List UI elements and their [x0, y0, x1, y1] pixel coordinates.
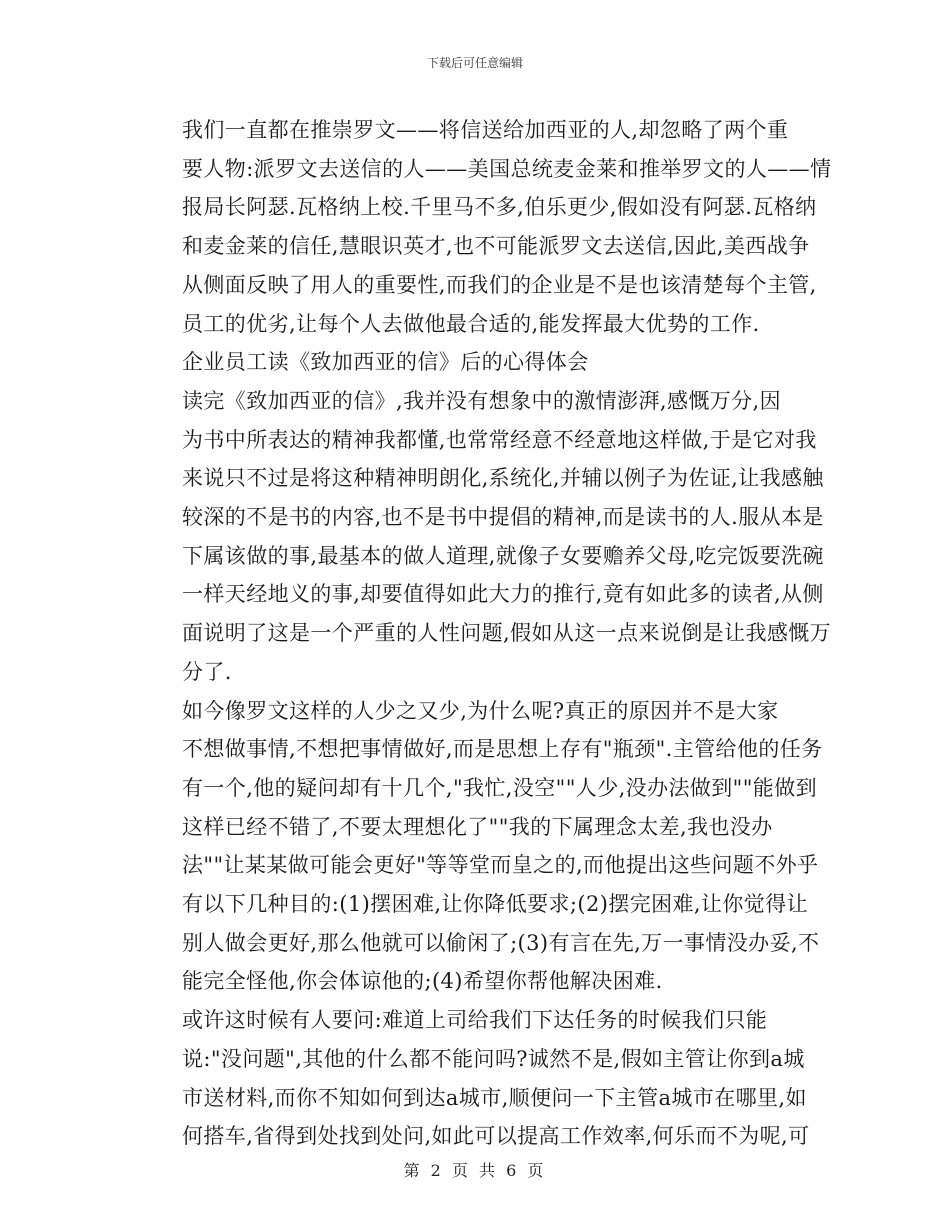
text-line: 我们一直都在推崇罗文——将信送给加西亚的人,却忽略了两个重 — [182, 118, 789, 142]
text-line: 和麦金莱的信任,慧眼识英才,也不可能派罗文去送信,因此,美西战争 — [182, 234, 810, 259]
text-line: 市送材料,而你不知如何到达a城市,顺便问一下主管a城市在哪里,如 — [182, 1085, 807, 1110]
text-line: 法""让某某做可能会更好"等等堂而皇之的,而他提出这些问题不外乎 — [182, 853, 819, 878]
text-line: 分了. — [182, 659, 232, 684]
paragraph-2 — [140, 382, 832, 692]
paragraph-4 — [140, 1001, 810, 1156]
text-line: 如今像罗文这样的人少之又少,为什么呢?真正的原因并不是大家 — [182, 698, 779, 723]
text-line: 下属该做的事,最基本的做人道理,就像子女要赡养父母,吃完饭要洗碗 — [182, 543, 824, 568]
text-line: 为书中所表达的精神我都懂,也常常经意不经意地这样做,于是它对我 — [182, 427, 817, 452]
text-line: 别人做会更好,那么他就可以偷闲了;(3)有言在先,万一事情没办妥,不 — [182, 930, 820, 955]
text-line: 报局长阿瑟.瓦格纳上校.千里马不多,伯乐更少,假如没有阿瑟.瓦格纳 — [182, 195, 817, 220]
text-line: 有以下几种目的:(1)摆困难,让你降低要求;(2)摆完困难,让你觉得让 — [182, 892, 808, 917]
section-title — [140, 343, 805, 382]
paragraph-1 — [140, 111, 832, 343]
paragraph-3 — [140, 692, 823, 1002]
text-line: 员工的优劣,让每个人去做他最合适的,能发挥最大优势的工作. — [182, 311, 760, 336]
page-header: 下载后可任意编辑 — [426, 56, 523, 70]
text-line: 能完全怪他,你会体谅他的;(4)希望你帮他解决困难. — [182, 969, 663, 994]
text-line: 何搭车,省得到处找到处问,如此可以提高工作效率,何乐而不为呢,可 — [182, 1124, 810, 1149]
text-line: 一样天经地义的事,却要值得如此大力的推行,竟有如此多的读者,从侧 — [182, 582, 824, 607]
page-number: 第 2 页 共 6 页 — [403, 1161, 547, 1180]
text-line: 不想做事情,不想把事情做好,而是思想上存有"瓶颈".主管给他的任务 — [182, 737, 823, 762]
text-line: 读完《致加西亚的信》,我并没有想象中的激情澎湃,感慨万分,因 — [182, 388, 782, 413]
text-line: 从侧面反映了用人的重要性,而我们的企业是不是也该清楚每个主管, — [182, 272, 817, 297]
text-line: 来说只不过是将这种精神明朗化,系统化,并辅以例子为佐证,让我感触 — [182, 466, 824, 491]
text-line: 说:"没问题",其他的什么都不能问吗?诚然不是,假如主管让你到a城 — [182, 1046, 805, 1071]
text-line: 或许这时候有人要问:难道上司给我们下达任务的时候我们只能 — [182, 1008, 768, 1033]
document-body — [140, 111, 832, 1156]
text-line: 有一个,他的疑问却有十几个,"我忙,没空""人少,没办法做到""能做到 — [182, 775, 817, 800]
text-line: 要人物:派罗文去送信的人——美国总统麦金莱和推举罗文的人——情 — [182, 156, 832, 181]
text-line: 面说明了这是一个严重的人性问题,假如从这一点来说倒是让我感慨万 — [182, 621, 832, 646]
section-title-text: 企业员工读《致加西亚的信》后的心得体会 — [182, 350, 589, 375]
text-line: 较深的不是书的内容,也不是书中提倡的精神,而是读书的人.服从本是 — [182, 505, 824, 530]
text-line: 这样已经不错了,不要太理想化了""我的下属理念太差,我也没办 — [182, 814, 773, 839]
